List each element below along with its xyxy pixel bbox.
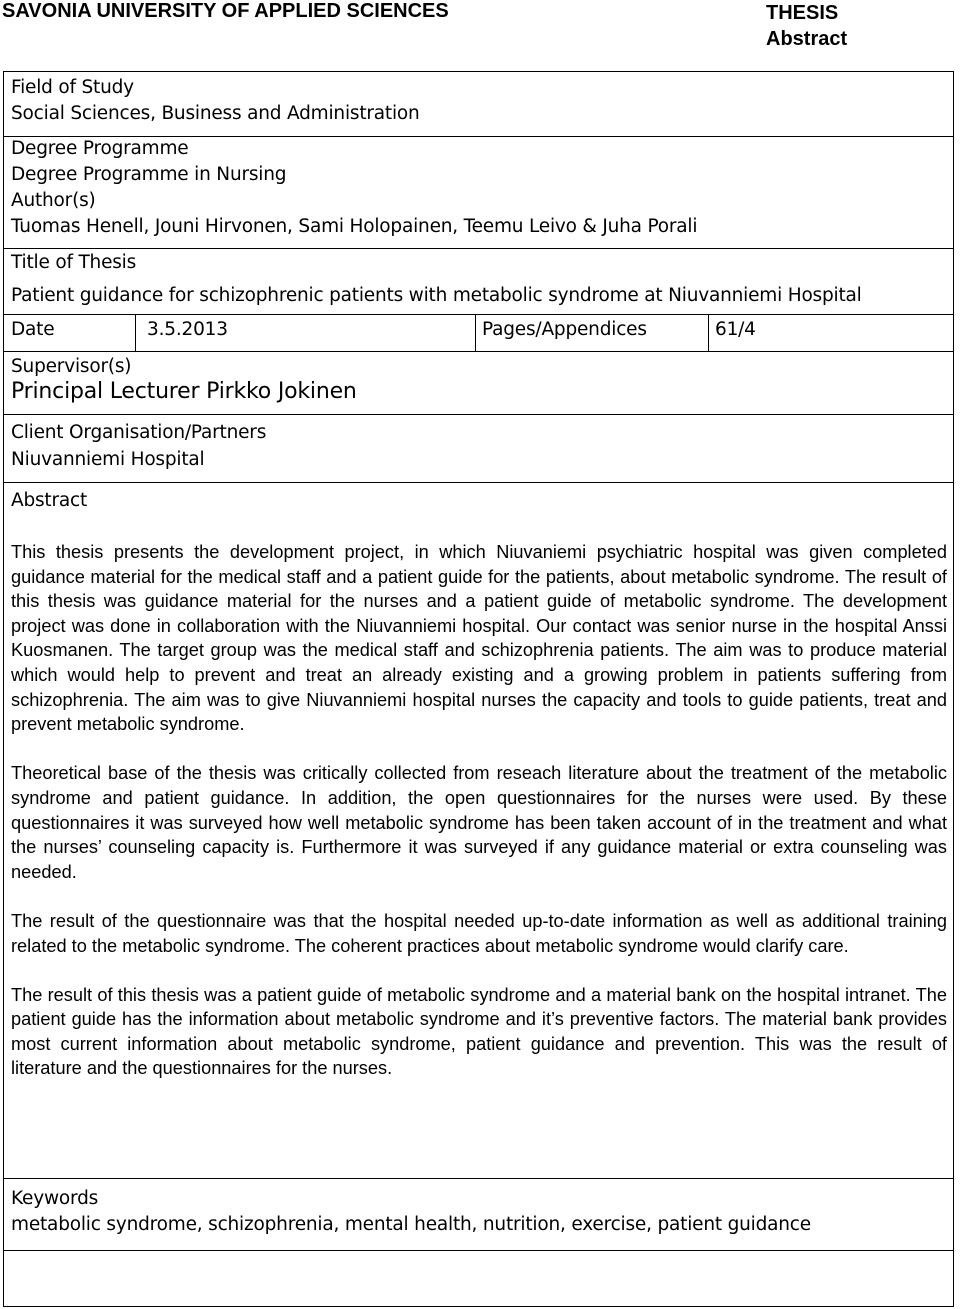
keywords-label: Keywords (11, 1188, 99, 1209)
client-value: Niuvanniemi Hospital (11, 449, 205, 470)
divider (135, 314, 136, 351)
pages-label: Pages/Appendices (482, 319, 647, 340)
divider (4, 314, 953, 315)
divider (475, 314, 476, 351)
supervisor-label: Supervisor(s) (11, 356, 132, 377)
title-value: Patient guidance for schizophrenic patients with metabolic syndrome at Niuvanniemi Hospital (11, 285, 862, 306)
abstract-paragraph: The result of the questionnaire was that the hospital needed up-to-date information as well as additional training related to the metabolic syndrome. The coherent practices about metabolic syndrome would clarify care. (11, 910, 947, 956)
divider (4, 1178, 953, 1179)
degree-programme-label: Degree Programme (11, 138, 189, 159)
document-type (766, 0, 847, 52)
field-of-study-label: Field of Study (11, 77, 134, 98)
keywords-value: metabolic syndrome, schizophrenia, mental health, nutrition, exercise, patient guidance (11, 1214, 811, 1235)
pages-value: 61/4 (715, 319, 756, 340)
divider (4, 482, 953, 483)
divider (4, 1250, 953, 1251)
abstract-paragraph: This thesis presents the development project, in which Niuvaniemi psychiatric hospital was given completed guidance material for the medical staff and a patient guide for the patients, about metabolic syndrome. The result of this thesis was guidance material for the nurses and a patient guide of metabolic syndrome. The development project was done in collaboration with the Niuvanniemi hospital. Our contact was senior nurse in the hospital Anssi Kuosmanen. The target group was the medical staff and schizophrenia patients. The aim was to produce material which would help to prevent and treat an already existing and a growing problem in patients suffering from schizophrenia. The aim was to give Niuvanniemi hospital nurses the capacity and tools to guide patients, treat and prevent metabolic syndrome. (11, 542, 947, 735)
abstract-paragraph: Theoretical base of the thesis was critically collected from reseach literature about the treatment of the metabolic syndrome and patient guidance. In addition, the open questionnaires for the nurses were used. By these questionnaires it was surveyed how well metabolic syndrome has been taken account of in the treatment and what the nurses’ counseling capacity is. Furthermore it was surveyed if any guidance material or extra counseling was needed. (11, 763, 947, 882)
date-label: Date (11, 319, 55, 340)
client-label: Client Organisation/Partners (11, 422, 267, 443)
field-of-study-value: Social Sciences, Business and Administration (11, 103, 420, 124)
divider (708, 314, 709, 351)
divider (4, 414, 953, 415)
abstract-paragraph: The result of this thesis was a patient guide of metabolic syndrome and a material bank on the hospital intranet. The patient guide has the information about metabolic syndrome and it’s preventive factors. The material bank provides most current information about metabolic syndrome, patient guidance and prevention. This was the result of literature and the questionnaires for the nurses. (11, 984, 947, 1079)
doc-type-title: THESIS (766, 2, 839, 24)
divider (4, 248, 953, 249)
abstract-label: Abstract (11, 490, 88, 511)
title-label: Title of Thesis (11, 252, 137, 273)
doc-type-subtitle: Abstract (766, 28, 848, 50)
date-value: 3.5.2013 (147, 319, 228, 340)
abstract-body (11, 540, 947, 1106)
divider (4, 136, 953, 137)
degree-programme-value: Degree Programme in Nursing (11, 164, 287, 185)
authors-label: Author(s) (11, 190, 96, 211)
thesis-abstract-form (3, 71, 954, 1307)
divider (4, 351, 953, 352)
authors-value: Tuomas Henell, Jouni Hirvonen, Sami Holopainen, Teemu Leivo & Juha Porali (11, 216, 698, 237)
university-name: SAVONIA UNIVERSITY OF APPLIED SCIENCES (2, 0, 449, 22)
supervisor-value: Principal Lecturer Pirkko Jokinen (11, 379, 357, 404)
